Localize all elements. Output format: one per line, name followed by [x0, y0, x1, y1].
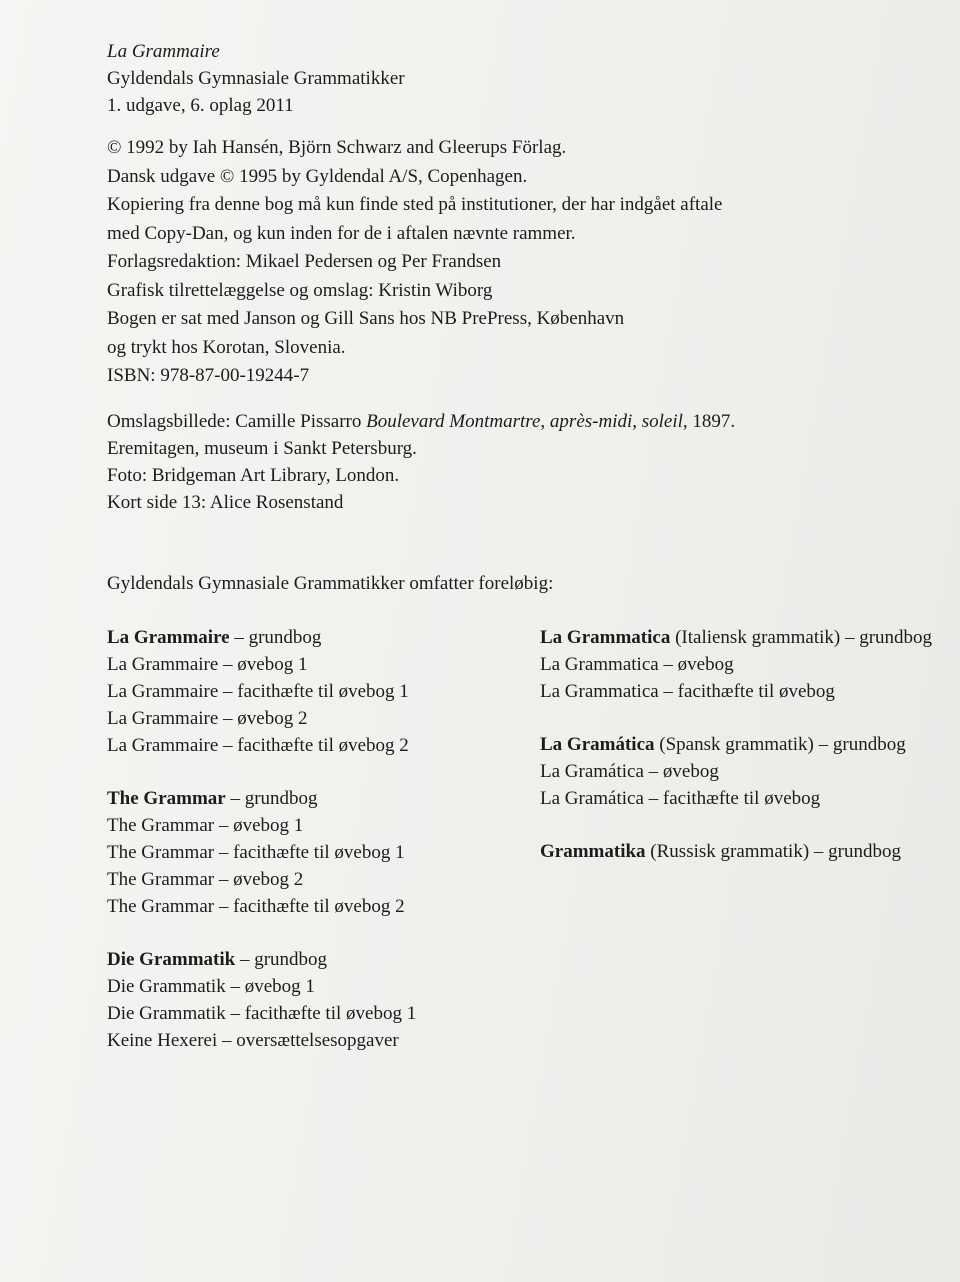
cover-image-credit — [107, 408, 735, 435]
series-group-french — [107, 624, 416, 759]
series-list-right — [540, 624, 932, 891]
copyright-line: Dansk udgave © 1995 by Gyldendal A/S, Copenhagen. — [107, 165, 528, 187]
group-heading — [107, 785, 416, 812]
edition-line: 1. udgave, 6. oplag 2011 — [107, 95, 294, 116]
series-group-italian — [540, 624, 932, 705]
group-heading-bold: Grammatika — [540, 841, 646, 862]
group-heading-bold: Die Grammatik — [107, 949, 236, 970]
group-heading-bold: La Gramática — [540, 734, 655, 755]
cover-label: Omslagsbillede: Camille Pissarro — [107, 411, 367, 432]
list-item: Die Grammatik – øvebog 1 — [107, 976, 315, 997]
list-item: La Gramática – øvebog — [540, 761, 719, 782]
list-item: La Grammaire – øvebog 2 — [107, 708, 308, 729]
list-item: Die Grammatik – facithæfte til øvebog 1 — [107, 1003, 417, 1024]
group-heading-bold: La Grammaire — [107, 627, 230, 648]
list-item: The Grammar – facithæfte til øvebog 1 — [107, 842, 405, 863]
copyright-line: og trykt hos Korotan, Slovenia. — [107, 336, 346, 358]
list-item: La Grammaire – facithæfte til øvebog 1 — [107, 681, 409, 702]
painting-year: 1897. — [687, 411, 736, 432]
list-item: The Grammar – øvebog 2 — [107, 869, 304, 890]
series-group-german — [107, 946, 416, 1054]
copyright-line: med Copy-Dan, og kun inden for de i aftalen nævnte rammer. — [107, 222, 576, 244]
copyright-block — [107, 134, 722, 391]
group-heading — [540, 624, 932, 651]
map-credit: Kort side 13: Alice Rosenstand — [107, 492, 344, 513]
group-heading — [540, 731, 932, 758]
cover-credits-block — [107, 408, 735, 516]
series-group-russian — [540, 838, 932, 865]
series-name: Gyldendals Gymnasiale Grammatikker — [107, 68, 405, 89]
group-heading-bold: The Grammar — [107, 788, 226, 809]
copyright-line: Grafisk tilrettelæggelse og omslag: Kristin Wiborg — [107, 279, 493, 301]
series-intro-text: Gyldendals Gymnasiale Grammatikker omfatter foreløbig: — [107, 573, 554, 594]
group-heading-bold: La Grammatica — [540, 627, 671, 648]
list-item: The Grammar – øvebog 1 — [107, 815, 304, 836]
series-group-spanish — [540, 731, 932, 812]
copyright-line: Kopiering fra denne bog må kun finde sted på institutioner, der har indgået aftale — [107, 194, 723, 215]
group-heading-rest: – grundbog — [229, 627, 322, 648]
group-heading-rest: – grundbog — [235, 949, 328, 970]
list-item: La Grammaire – øvebog 1 — [107, 654, 308, 675]
painting-title: Boulevard Montmartre, après-midi, soleil, — [366, 411, 688, 432]
copyright-line: © 1992 by Iah Hansén, Björn Schwarz and Gleerups Förlag. — [107, 137, 567, 158]
series-intro — [107, 570, 553, 597]
list-item: La Grammatica – facithæfte til øvebog — [540, 681, 835, 702]
list-item: La Gramática – facithæfte til øvebog — [540, 788, 821, 809]
group-heading — [107, 624, 416, 651]
list-item: La Grammatica – øvebog — [540, 654, 734, 675]
list-item: The Grammar – facithæfte til øvebog 2 — [107, 896, 405, 917]
imprint-block — [107, 38, 405, 119]
copyright-line: Bogen er sat med Janson og Gill Sans hos NB PrePress, København — [107, 308, 625, 329]
series-group-english — [107, 785, 416, 920]
list-item: Keine Hexerei – oversættelsesopgaver — [107, 1030, 399, 1051]
group-heading — [107, 946, 416, 973]
group-heading-rest: – grundbog — [225, 788, 318, 809]
isbn-line: ISBN: 978-87-00-19244-7 — [107, 365, 310, 386]
list-item: La Grammaire – facithæfte til øvebog 2 — [107, 735, 409, 756]
series-list-left — [107, 624, 416, 1080]
photo-credit: Foto: Bridgeman Art Library, London. — [107, 465, 400, 486]
museum-line: Eremitagen, museum i Sankt Petersburg. — [107, 438, 417, 459]
book-title: La Grammaire — [107, 41, 220, 62]
group-heading — [540, 838, 932, 865]
group-heading-rest: (Italiensk grammatik) – grundbog — [670, 627, 933, 648]
group-heading-rest: (Spansk grammatik) – grundbog — [654, 734, 906, 755]
copyright-line: Forlagsredaktion: Mikael Pedersen og Per Frandsen — [107, 251, 502, 272]
group-heading-rest: (Russisk grammatik) – grundbog — [645, 841, 901, 862]
